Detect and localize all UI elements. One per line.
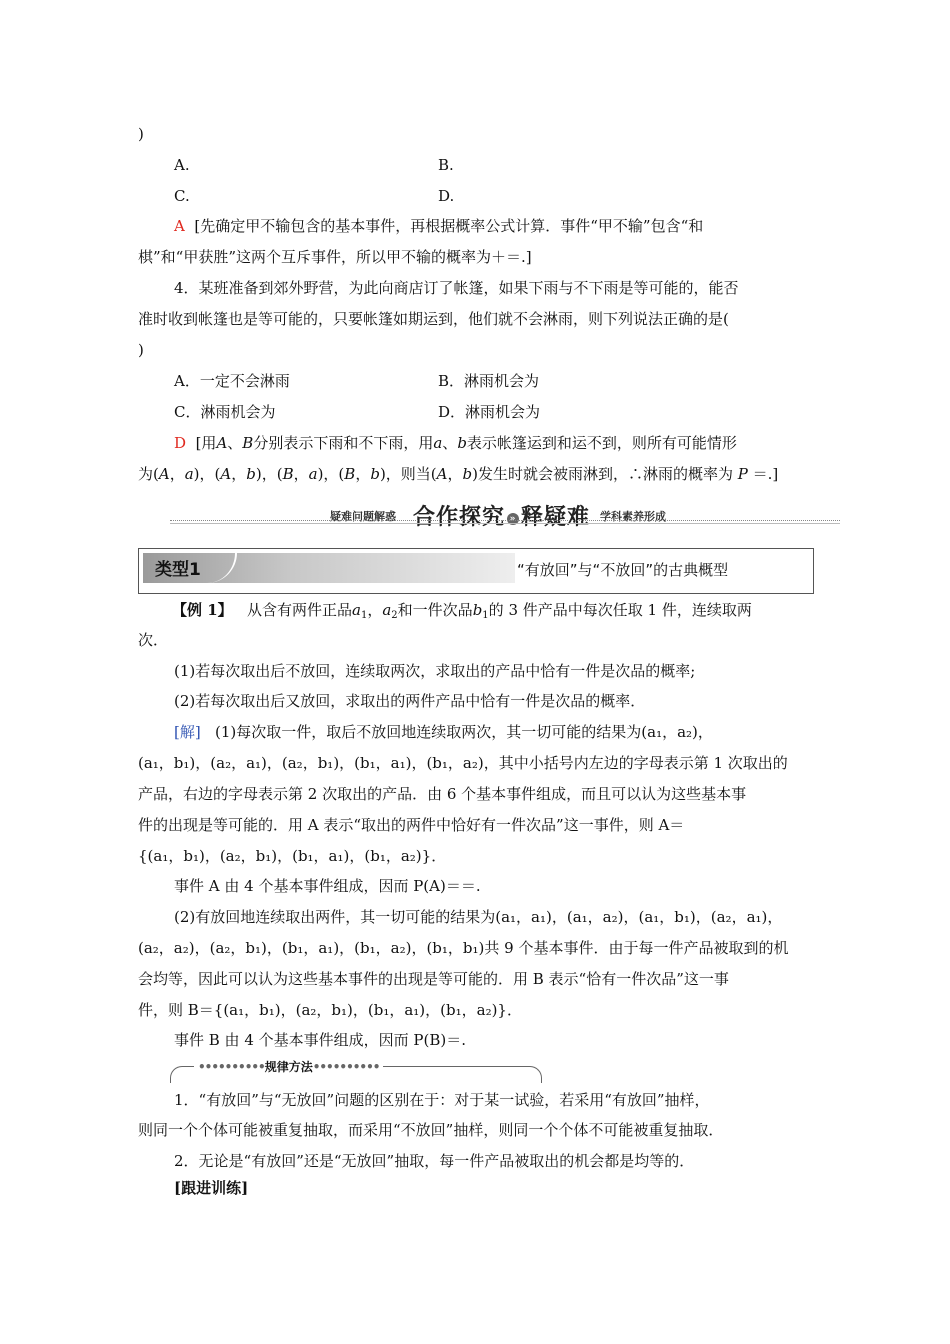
method-line1: 1．“有放回”与“无放回”问题的区别在于：对于某一试验，若采用“有放回”抽样， [174, 1091, 710, 1109]
arrow-icon: » [507, 513, 519, 525]
q3-answer-text: [先确定甲不输包含的基本事件，再根据概率公式计算．事件“甲不输”包含“和 [194, 217, 704, 235]
q4-stem-line2: 准时收到帐篷也是等可能的，只要帐篷如期运到，他们就不会淋雨，则下列说法正确的是( [138, 310, 729, 328]
example-line1: 【例 1】 从含有两件正品$a_1$，$a_2$和一件次品$b_1$的 3 件产品中每次任取 1 件，连续取两 [172, 601, 752, 621]
answer-letter: A [174, 217, 185, 235]
q3-option-d: D. [438, 187, 455, 205]
q3-answer-cont: 棋”和“甲获胜”这两个互斥事件，所以甲不输的概率为＋＝.] [138, 248, 532, 266]
q4-option-c: C．淋雨机会为 [174, 403, 276, 421]
example-q1: (1)若每次取出后不放回，连续取两次，求取出的产品中恰有一件是次品的概率; [174, 662, 696, 680]
q4-option-a: A．一定不会淋雨 [174, 372, 290, 390]
q3-option-b: B. [438, 156, 454, 174]
solution-line1: [解] (1)每次取一件，取后不放回地连续取两次，其一切可能的结果为(a₁，a₂)， [174, 723, 713, 741]
q4-answer-line1: D [用A、B分别表示下雨和不下雨，用a、b表示帐篷运到和运不到，则所有可能情形 [174, 434, 737, 452]
solution-line8: (a₂，a₂)，(a₂，b₁)，(b₁，a₁)，(b₁，a₂)，(b₁，b₁)共 9 个基本事件．由于每一件产品被取到的机 [138, 939, 789, 957]
solution-line11: 事件 B 由 4 个基本事件组成，因而 P(B)＝. [174, 1031, 466, 1049]
solution-line9: 会均等，因此可以认为这些基本事件的出现是等可能的．用 B 表示“恰有一件次品”这一事 [138, 970, 729, 988]
solution-line10: 件，则 B＝{(a₁，b₁)，(a₂，b₁)，(b₁，a₁)，(b₁，a₂)}． [138, 1001, 522, 1019]
q3-option-c: C. [174, 187, 190, 205]
banner-title: 合作探究 » 释疑难 [413, 505, 591, 530]
answer-letter: D [174, 434, 187, 452]
banner-left-text: 疑难问题解惑 [330, 510, 396, 523]
q4-option-b: B．淋雨机会为 [438, 372, 540, 390]
type-title: “有放回”与“不放回”的古典概型 [517, 561, 729, 579]
solution-line3: 产品，右边的字母表示第 2 次取出的产品．由 6 个基本事件组成，而且可以认为这些基本事 [138, 785, 747, 803]
type-tag: 类型1 [155, 560, 201, 580]
example-q2: (2)若每次取出后又放回，求取出的两件产品中恰有一件是次品的概率． [174, 692, 646, 710]
q4-option-d: D．淋雨机会为 [438, 403, 541, 421]
followup-label: [跟进训练] [174, 1179, 249, 1197]
solution-line2: (a₁，b₁)，(a₂，a₁)，(a₂，b₁)，(b₁，a₁)，(b₁，a₂)，其中小括号内左边的字母表示第 1 次取出的 [138, 754, 788, 772]
method-line3: 2．无论是“有放回”还是“无放回”抽取，每一件产品被取出的机会都是均等的． [174, 1152, 695, 1170]
q4-answer-line2: 为(A，a)，(A，b)，(B，a)，(B，b)，则当(A，b)发生时就会被雨淋到，∴淋雨的概率为 P ＝.] [138, 465, 779, 483]
solution-label: [解] [174, 723, 201, 741]
q3-option-a: A. [174, 156, 190, 174]
method-header [170, 1058, 542, 1080]
method-label: ••••••••••规律方法•••••••••• [194, 1058, 383, 1075]
solution-line6: 事件 A 由 4 个基本事件组成，因而 P(A)＝＝. [174, 877, 481, 895]
q3-answer [174, 216, 850, 236]
example-line2: 次． [138, 631, 169, 649]
solution-line4: 件的出现是等可能的．用 A 表示“取出的两件中恰好有一件次品”这一事件，则 A＝ [138, 816, 685, 834]
section-banner [170, 498, 840, 528]
solution-line5: {(a₁，b₁)，(a₂，b₁)，(b₁，a₁)，(b₁，a₂)}． [138, 847, 447, 865]
type-header-box [138, 548, 814, 594]
q3-paren-close: ) [138, 125, 144, 143]
q4-stem-line3: ) [138, 341, 144, 359]
method-line2: 则同一个个体可能被重复抽取，而采用“不放回”抽样，则同一个个体不可能被重复抽取． [138, 1121, 724, 1139]
banner-rule [170, 520, 840, 524]
banner-right-text: 学科素养形成 [600, 510, 666, 523]
example-label: 【例 1】 [172, 601, 233, 619]
solution-line7: (2)有放回地连续取出两件，其一切可能的结果为(a₁，a₁)，(a₁，a₂)，(a₁，b₁)，(a₂，a₁)， [174, 908, 783, 926]
q4-stem-line1: 4．某班准备到郊外野营，为此向商店订了帐篷，如果下雨与不下雨是等可能的，能否 [174, 279, 739, 297]
